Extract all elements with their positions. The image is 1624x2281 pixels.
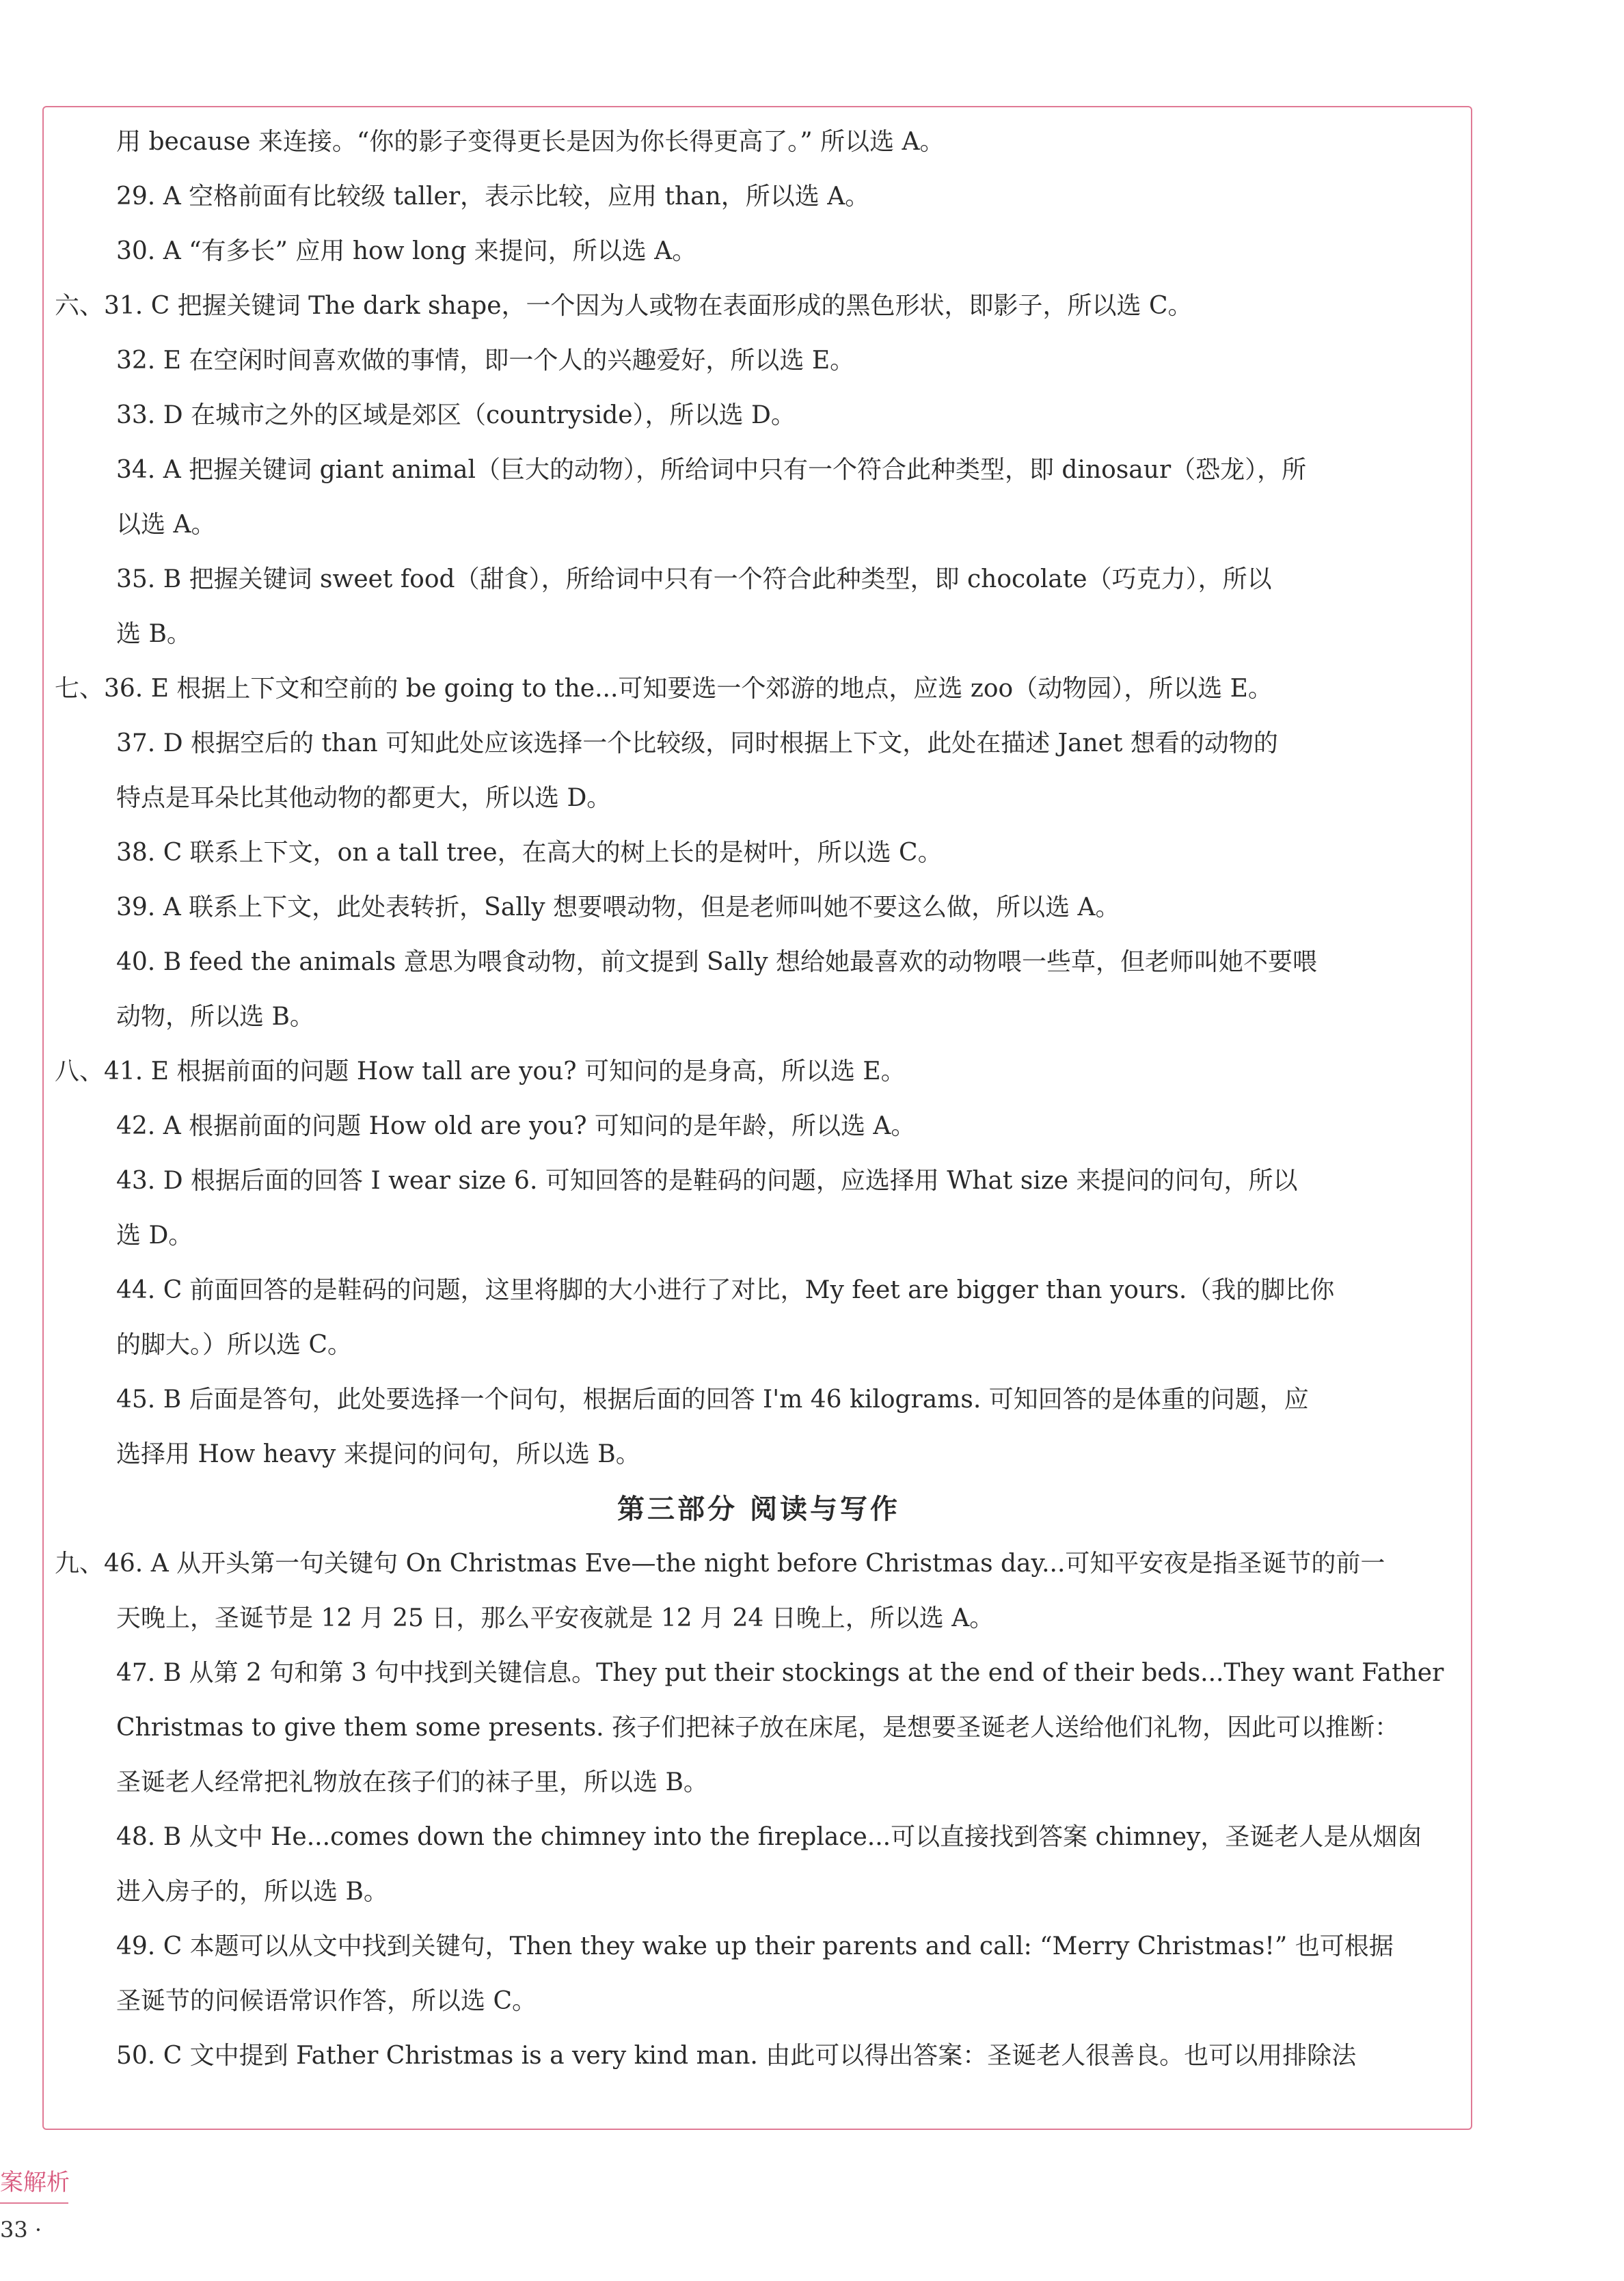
answer-item-46: 九、46. A 从开头第一句关键句 On Christmas Eve—the night before Christmas day...可知平安夜是指圣诞节的前一: [55, 1550, 1385, 1578]
text-line: 进入房子的，所以选 B。: [116, 1878, 388, 1906]
text-line: Christmas to give them some presents. 孩子们把袜子放在床尾，是想要圣诞老人送给他们礼物，因此可以推断：: [116, 1714, 1400, 1742]
footer-title: 案解析: [0, 2169, 70, 2196]
text-line: 选择用 How heavy 来提问的问句，所以选 B。: [116, 1440, 640, 1468]
answer-item-34: 34. A 把握关键词 giant animal（巨大的动物），所给词中只有一个符合此种类型，即 dinosaur（恐龙），所: [116, 456, 1307, 484]
answer-item-50: 50. C 文中提到 Father Christmas is a very kind man. 由此可以得出答案：圣诞老人很善良。也可以用排除法: [116, 2042, 1357, 2070]
answer-item-49: 49. C 本题可以从文中找到关键句，Then they wake up their parents and call: “Merry Christmas!” 也可根据: [116, 1932, 1394, 1960]
page-number: 33 ·: [0, 2217, 42, 2243]
answer-item-43: 43. D 根据后面的回答 I wear size 6. 可知回答的是鞋码的问题，应选择用 What size 来提问的问句，所以: [116, 1167, 1298, 1195]
text-line: 圣诞老人经常把礼物放在孩子们的袜子里，所以选 B。: [116, 1768, 708, 1796]
answer-item-45: 45. B 后面是答句，此处要选择一个问句，根据后面的回答 I'm 46 kilograms. 可知回答的是体重的问题，应: [116, 1386, 1309, 1414]
answer-item-30: 30. A “有多长” 应用 how long 来提问，所以选 A。: [116, 237, 697, 265]
answer-item-32: 32. E 在空闲时间喜欢做的事情，即一个人的兴趣爱好，所以选 E。: [116, 347, 855, 375]
answer-item-39: 39. A 联系上下文，此处表转折，Sally 想要喂动物，但是老师叫她不要这么做，所以选 A。: [116, 893, 1120, 921]
answer-item-36: 七、36. E 根据上下文和空前的 be going to the...可知要选一个郊游的地点，应选 zoo（动物园），所以选 E。: [55, 675, 1273, 703]
text-line: 选 D。: [116, 1222, 193, 1250]
answer-explanations: [55, 115, 1463, 2083]
answer-item-42: 42. A 根据前面的问题 How old are you? 可知问的是年龄，所以选 A。: [116, 1112, 916, 1140]
text-line: 圣诞节的问候语常识作答，所以选 C。: [116, 1987, 537, 2015]
answer-item-33: 33. D 在城市之外的区域是郊区（countryside），所以选 D。: [116, 401, 796, 429]
answer-item-31: 六、31. C 把握关键词 The dark shape，一个因为人或物在表面形成的黑色形状，即影子，所以选 C。: [55, 292, 1193, 320]
answer-item-38: 38. C 联系上下文，on a tall tree，在高大的树上长的是树叶，所以选 C。: [116, 839, 943, 867]
text-line: 选 B。: [116, 620, 191, 648]
text-line: 特点是耳朵比其他动物的都更大，所以选 D。: [116, 784, 612, 812]
text-line: 以选 A。: [116, 511, 216, 539]
footer-rule: [0, 2202, 68, 2204]
answer-item-40: 40. B feed the animals 意思为喂食动物，前文提到 Sally 想给她最喜欢的动物喂一些草，但老师叫她不要喂: [116, 948, 1317, 976]
answer-item-44: 44. C 前面回答的是鞋码的问题，这里将脚的大小进行了对比，My feet are bigger than yours.（我的脚比你: [116, 1276, 1335, 1304]
answer-item-35: 35. B 把握关键词 sweet food（甜食），所给词中只有一个符合此种类型，即 chocolate（巧克力），所以: [116, 565, 1272, 593]
section-heading: 第三部分 阅读与写作: [617, 1493, 900, 1525]
text-line: 天晚上，圣诞节是 12 月 25 日，那么平安夜就是 12 月 24 日晚上，所以选 A。: [116, 1604, 994, 1632]
answer-item-47: 47. B 从第 2 句和第 3 句中找到关键信息。They put their stockings at the end of their beds...They want Father: [116, 1659, 1444, 1687]
answer-item-37: 37. D 根据空后的 than 可知此处应该选择一个比较级，同时根据上下文，此处在描述 Janet 想看的动物的: [116, 729, 1278, 757]
text-line: 用 because 来连接。“你的影子变得更长是因为你长得更高了。” 所以选 A。: [116, 128, 945, 156]
text-line: 的脚大。）所以选 C。: [116, 1331, 352, 1359]
text-line: 动物，所以选 B。: [116, 1003, 314, 1031]
answer-item-41: 八、41. E 根据前面的问题 How tall are you? 可知问的是身高，所以选 E。: [55, 1057, 906, 1085]
answer-item-48: 48. B 从文中 He...comes down the chimney into the fireplace...可以直接找到答案 chimney，圣诞老人是从烟囱: [116, 1823, 1422, 1851]
answer-item-29: 29. A 空格前面有比较级 taller，表示比较，应用 than，所以选 A。: [116, 183, 870, 211]
